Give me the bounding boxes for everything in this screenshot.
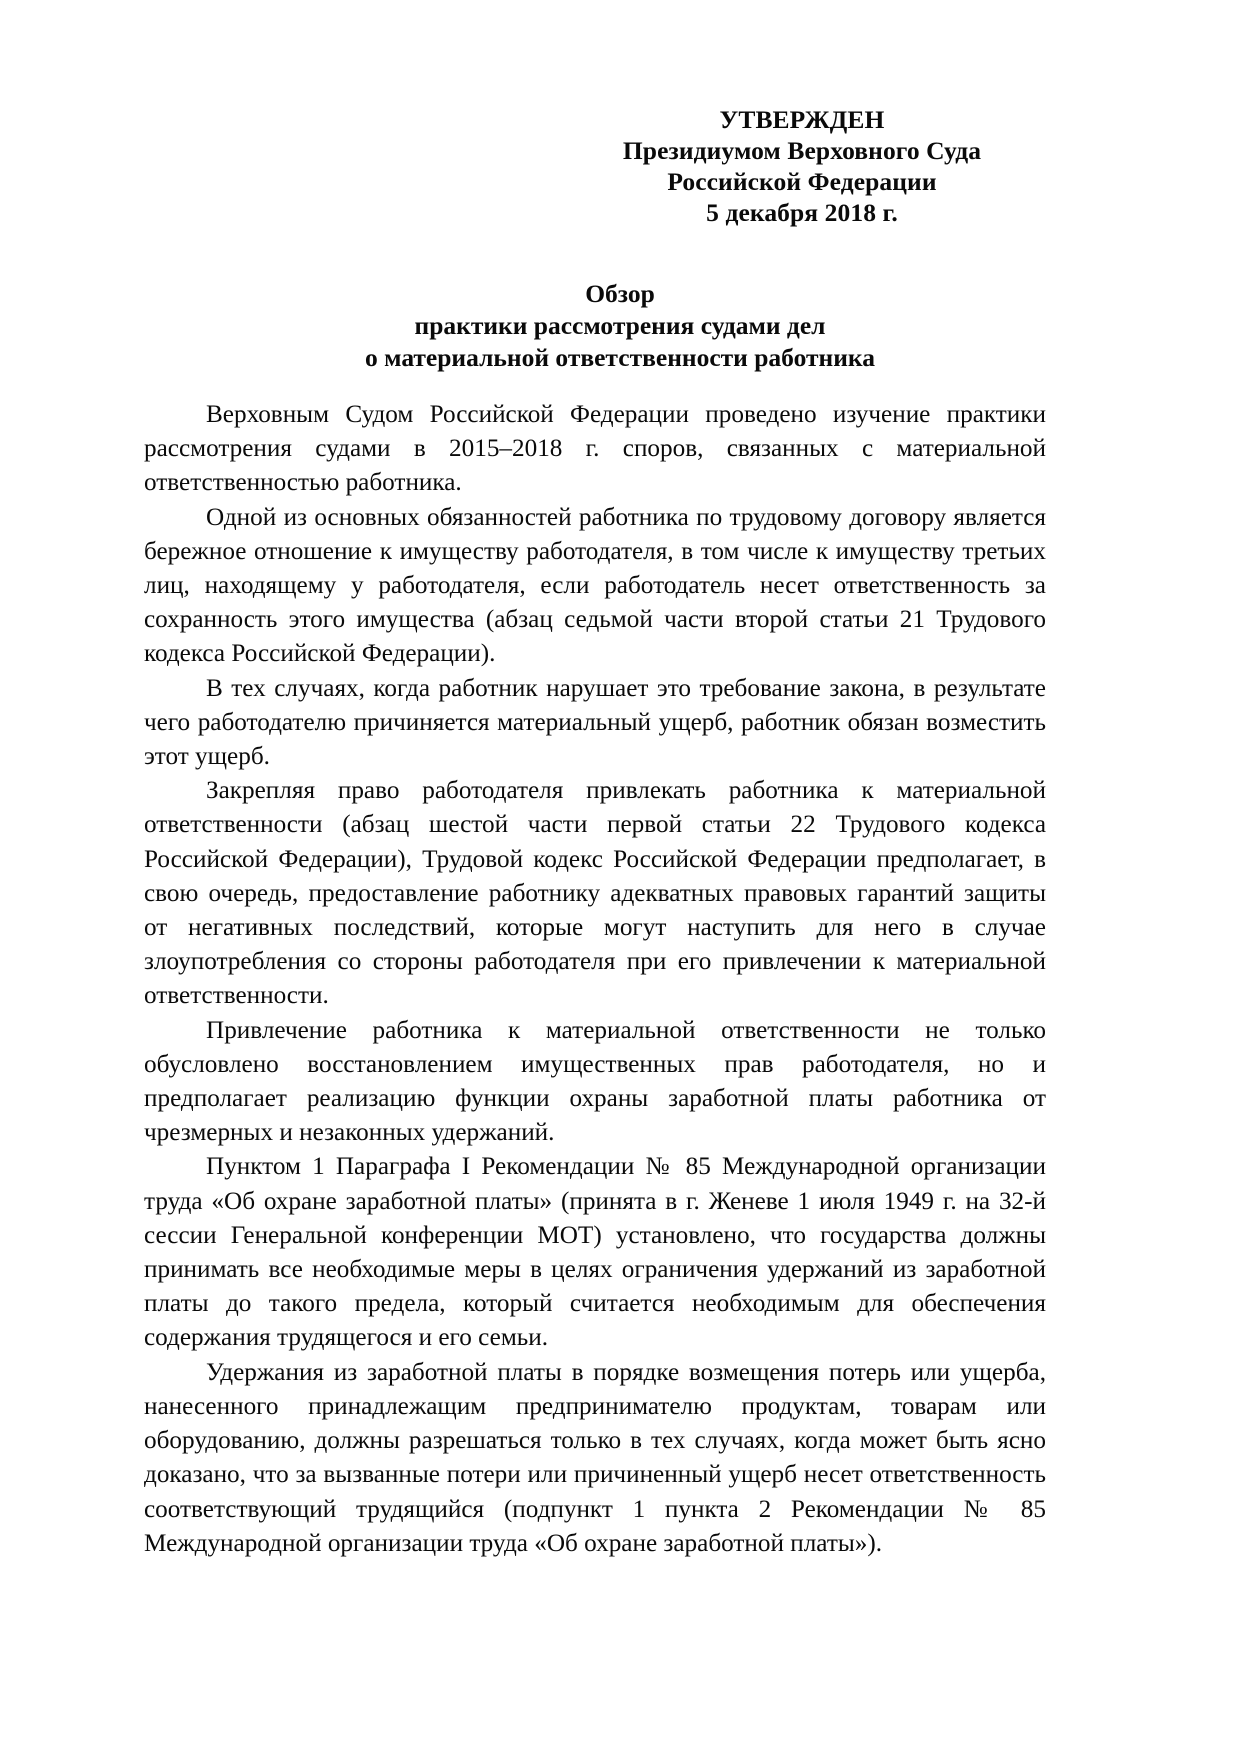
body-paragraph: Закрепляя право работодателя привлекать работника к материальной ответственности (абзац шестой части первой статьи 22 Трудового кодекса Российской Федерации), Трудовой кодекс Российской Федерации предполагает, в свою очередь, предоставление работнику адекватных правовых гарантий защиты от негативных последствий, которые могут наступить для него в случае злоупотребления со стороны работодателя при его привлечении к материальной ответственности.: [144, 777, 1046, 1010]
approval-line-presidium: Президиумом Верховного Суда: [622, 136, 982, 165]
approval-line-date: 5 декабря 2018 г.: [706, 198, 898, 227]
body-paragraph: Одной из основных обязанностей работника по трудовому договору является бережное отношение к имуществу работодателя, в том числе к имуществу третьих лиц, находящему у работодателя, если работодатель несет ответственность за сохранность этого имущества (абзац седьмой части второй статьи 21 Трудового кодекса Российской Федерации).: [144, 503, 1046, 668]
approval-line-federation: Российской Федерации: [667, 167, 937, 196]
body-paragraph: В тех случаях, когда работник нарушает это требование закона, в результате чего работодателю причиняется материальный ущерб, работник обязан возместить этот ущерб.: [144, 674, 1046, 771]
approval-line-approved: УТВЕРЖДЕН: [719, 105, 885, 134]
body-paragraph: Привлечение работника к материальной ответственности не только обусловлено восстановлением имущественных прав работодателя, но и предполагает реализацию функции охраны заработной платы работника от чрезмерных и незаконных удержаний.: [144, 1016, 1046, 1147]
body-paragraph: Верховным Судом Российской Федерации проведено изучение практики рассмотрения судами в 2015–2018 г. споров, связанных с материальной ответственностью работника.: [144, 401, 1046, 497]
document-title: [120, 278, 1120, 374]
body-paragraph: Пунктом 1 Параграфа I Рекомендации № 85 Международной организации труда «Об охране заработной платы» (принята в г. Женеве 1 июля 1949 г. на 32-й сессии Генеральной конференции МОТ) установлено, что государства должны принимать все необходимые меры в целях ограничения удержаний из заработной платы до такого предела, который считается необходимым для обеспечения содержания трудящегося и его семьи.: [144, 1153, 1046, 1352]
approval-header: [560, 104, 1044, 228]
title-subtitle-1: практики рассмотрения судами дел: [414, 311, 826, 340]
title-main: Обзор: [585, 279, 655, 308]
title-subtitle-2: о материальной ответственности работника: [365, 343, 875, 372]
body-paragraph: Удержания из заработной платы в порядке возмещения потерь или ущерба, нанесенного принадлежащим предпринимателю продуктам, товарам или оборудованию, должны разрешаться только в тех случаях, когда может быть ясно доказано, что за вызванные потери или причиненный ущерб несет ответственность соответствующий трудящийся (подпункт 1 пункта 2 Рекомендации № 85 Международной организации труда «Об охране заработной платы»).: [144, 1358, 1046, 1557]
document-body: [144, 398, 1046, 1561]
